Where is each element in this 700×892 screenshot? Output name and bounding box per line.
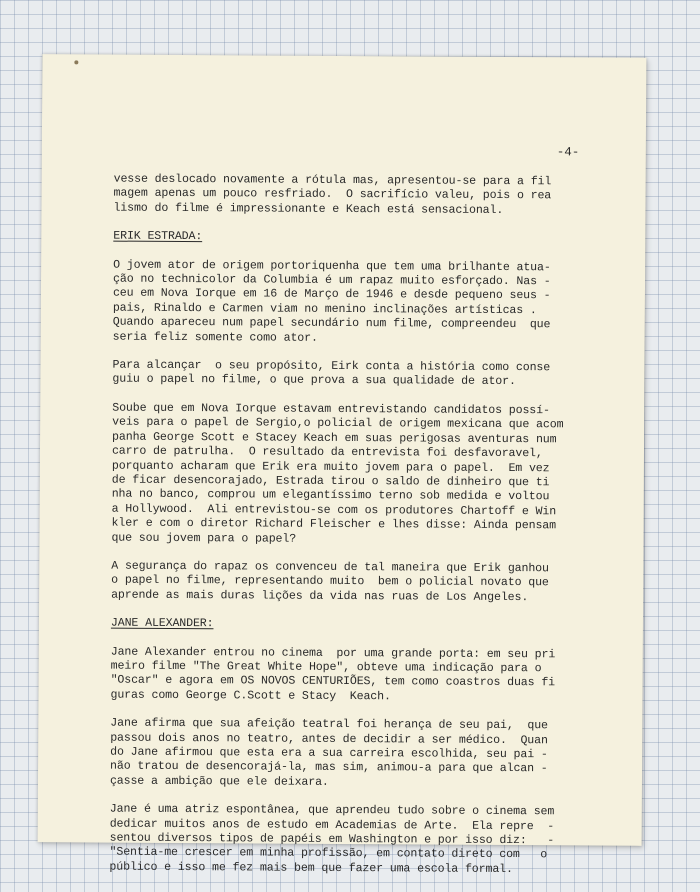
typed-page xyxy=(38,54,647,876)
text-line: Jane afirma que sua afeição teatral foi herança de seu pai, que xyxy=(110,716,548,733)
text-line: O jovem ator de origem portoriquenha que tem uma brilhante atua- xyxy=(113,258,551,274)
text-line: porquanto acharam que Erik era muito jovem para o papel. Em vez xyxy=(111,459,550,475)
text-line: que sou jovem para o papel? xyxy=(111,531,297,546)
text-line: não tratou de desencorajá-la, mas sim, animou-a para que alcan - xyxy=(110,759,548,776)
text-line: Para alcançar o seu propósito, Eirk conta a história como conse xyxy=(112,358,551,375)
text-line: panha George Scott e Stacey Keach em suas perigosas aventuras num xyxy=(112,430,557,446)
text-line: Quando apareceu num papel secundário num filme, compreendeu que xyxy=(112,315,551,332)
text-line: kler e com o diretor Richard Fleischer e lhes disse: Ainda pensam xyxy=(111,516,557,533)
text-line: A segurança do rapaz os convenceu de tal maneira que Erik ganhou xyxy=(111,559,549,576)
text-line: "Sentia-me crescer em minha profissão, em contato direto com o xyxy=(109,846,548,862)
erik-paragraph-4 xyxy=(111,560,581,606)
paper-mark xyxy=(74,60,78,64)
text-line: pais, Rinaldo e Carmen viam no menino inclinações artísticas . xyxy=(112,301,537,318)
text-line: vesse deslocado novamente a rótula mas, apresentou-se para a fil xyxy=(113,172,552,189)
intro-paragraph xyxy=(113,173,583,219)
erik-paragraph-3 xyxy=(111,401,582,548)
text-line: de ficar desencorajado, Estrada tirou o saldo de dinheiro que ti xyxy=(111,473,550,490)
text-line: ção no technicolor da Columbia é um rapaz muito esforçado. Nas - xyxy=(112,272,551,289)
text-line: dedicar muitos anos de estudo em Academias de Arte. Ela repre - xyxy=(109,817,555,833)
text-line: Jane é uma atriz espontânea, que aprendeu tudo sobre o cinema sem xyxy=(109,802,555,819)
text-line: público e isso me fez mais bem que fazer uma escola formal. xyxy=(109,860,513,876)
text-line: "Oscar" e agora em OS NOVOS CENTURIÕES, tem como coastros duas fi xyxy=(110,673,556,690)
text-line: guiu o papel no filme, o que prova a sua qualidade de ator. xyxy=(112,373,516,389)
erik-paragraph-2 xyxy=(112,359,582,391)
text-line: veis para o papel de Sergio,o policial de origem mexicana que acom xyxy=(112,415,564,432)
text-line: çasse a ambição que ele deixara. xyxy=(109,774,329,789)
text-line: seria feliz somente como ator. xyxy=(112,330,318,345)
section-heading-erik: ERIK ESTRADA: xyxy=(113,229,203,244)
text-line: Soube que em Nova Iorque estavam entrevistando candidatos possí- xyxy=(112,401,550,418)
jane-paragraph-1 xyxy=(110,645,580,705)
text-line: nha no banco, comprou um elegantíssimo terno sob medida e voltou xyxy=(111,487,550,504)
text-line: do Jane afirmou que esta era a sua carreira escolhida, seu pai - xyxy=(110,745,548,762)
section-heading-jane: JANE ALEXANDER: xyxy=(110,616,214,631)
text-line: passou dois anos no teatro, antes de decidir a ser médico. Quan xyxy=(110,731,548,747)
text-line: guras como George C.Scott e Stacy Keach. xyxy=(110,688,391,704)
document-body xyxy=(109,173,583,892)
text-line: carro de patrulha. O resultado da entrevista foi desfavoravel, xyxy=(111,444,543,461)
page-number: -4- xyxy=(556,145,580,160)
text-line: lismo do filme é impressionante e Keach está sensacional. xyxy=(113,201,504,217)
text-line: aprende as mais duras lições da vida nas ruas de Los Angeles. xyxy=(111,588,529,604)
text-line: Jane Alexander entrou no cinema por uma grande porta: em seu pri xyxy=(110,645,556,661)
text-line: meiro filme "The Great White Hope", obteve uma indicação para o xyxy=(110,659,542,676)
text-line: ceu em Nova Iorque em 16 de Março de 1946 e desde pequeno seus - xyxy=(112,287,551,303)
erik-paragraph-1 xyxy=(113,258,584,347)
text-line: sentou diversos tipos de papéis em Washington e por isso diz: - xyxy=(109,831,555,848)
text-line: o papel no filme, representando muito bem o policial novato que xyxy=(111,573,549,590)
jane-paragraph-2 xyxy=(110,717,580,792)
jane-paragraph-3 xyxy=(109,803,579,878)
text-line: magem apenas um pouco resfriado. O sacrifício valeu, pois o rea xyxy=(113,187,552,203)
text-line: a Hollywood. Ali entrevistou-se com os produtores Chartoff e Win xyxy=(111,502,557,519)
